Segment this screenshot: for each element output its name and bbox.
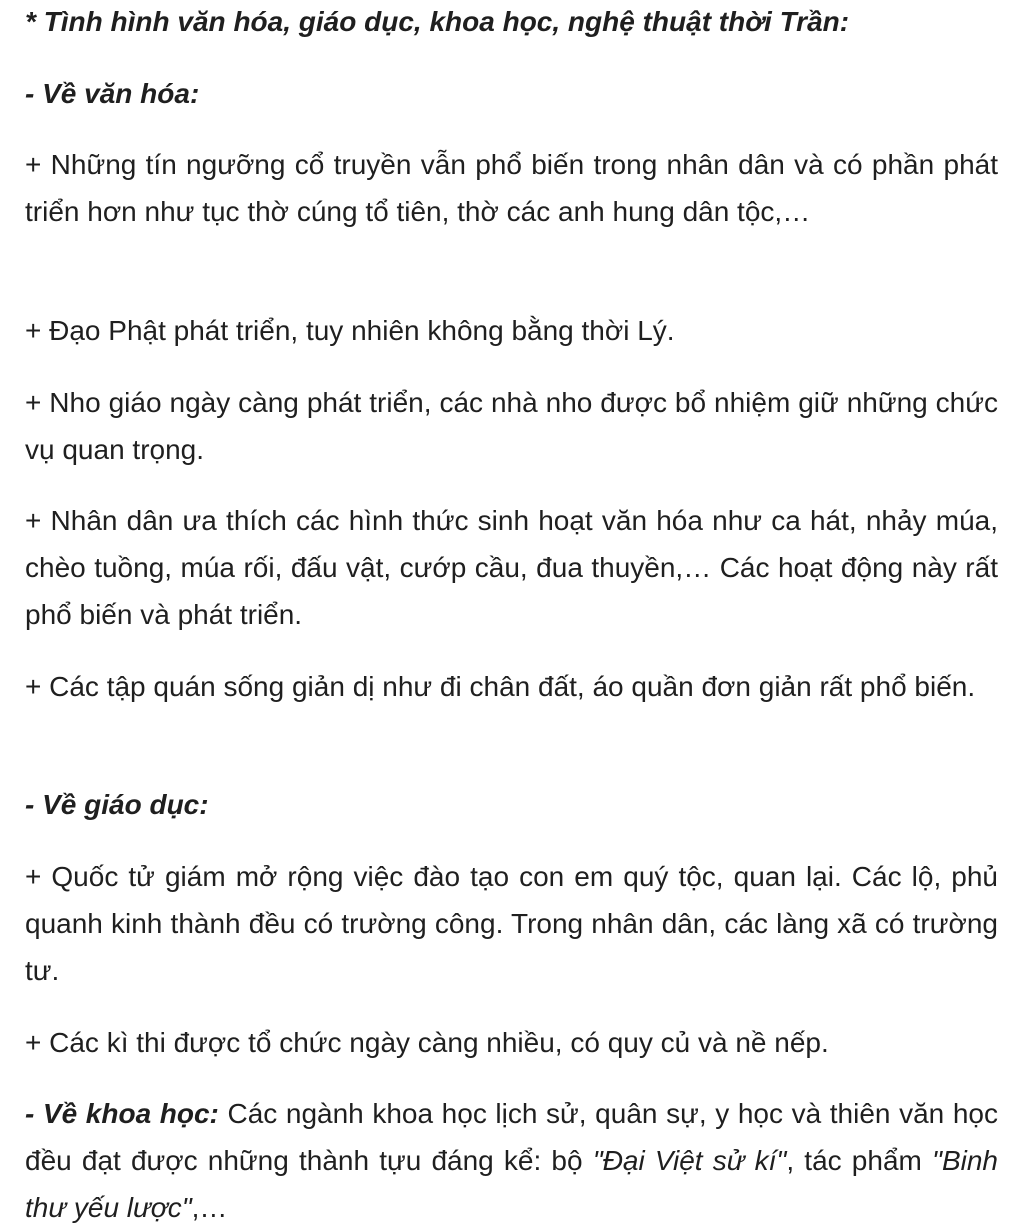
science-paragraph [25,1090,998,1231]
culture-item-confucianism: + Nho giáo ngày càng phát triển, các nhà nho được bổ nhiệm giữ những chức vụ quan trọng. [25,387,998,465]
section-heading-education: - Về giáo dục: [25,789,209,820]
culture-item-simple-customs: + Các tập quán sống giản dị như đi chân đất, áo quần đơn giản rất phổ biến. [25,671,976,702]
section-heading-science: - Về khoa học: [25,1098,219,1129]
science-work-binh-thu-yeu-luoc: "Binh thư yếu lược" [25,1145,998,1223]
section-heading-culture: - Về văn hóa: [25,78,200,109]
culture-item-folk-activities: + Nhân dân ưa thích các hình thức sinh hoạt văn hóa như ca hát, nhảy múa, chèo tuồng, múa rối, đấu vật, cướp cầu, đua thuyền,… Các hoạt động này rất phổ biến và phát triển. [25,505,998,630]
culture-item-beliefs: + Những tín ngưỡng cổ truyền vẫn phổ biến trong nhân dân và có phần phát triển hơn như tục thờ cúng tổ tiên, thờ các anh hung dân tộc,… [25,149,998,227]
culture-item-buddhism: + Đạo Phật phát triển, tuy nhiên không bằng thời Lý. [25,315,675,346]
science-work-dai-viet-su-ki: "Đại Việt sử kí" [592,1145,787,1176]
science-text-before: Các ngành khoa học lịch sử, quân sự, y học và thiên văn học đều đạt được những thành tựu đáng kể: bộ [25,1098,998,1176]
science-text-middle: , tác phẩm [786,1145,933,1176]
document-title: * Tình hình văn hóa, giáo dục, khoa học, nghệ thuật thời Trần: [25,6,850,37]
education-item-schools: + Quốc tử giám mở rộng việc đào tạo con em quý tộc, quan lại. Các lộ, phủ quanh kinh thành đều có trường công. Trong nhân dân, các làng xã có trường tư. [25,861,998,986]
education-item-exams: + Các kì thi được tổ chức ngày càng nhiều, có quy củ và nề nếp. [25,1027,829,1058]
science-text-after: ,… [191,1192,228,1223]
